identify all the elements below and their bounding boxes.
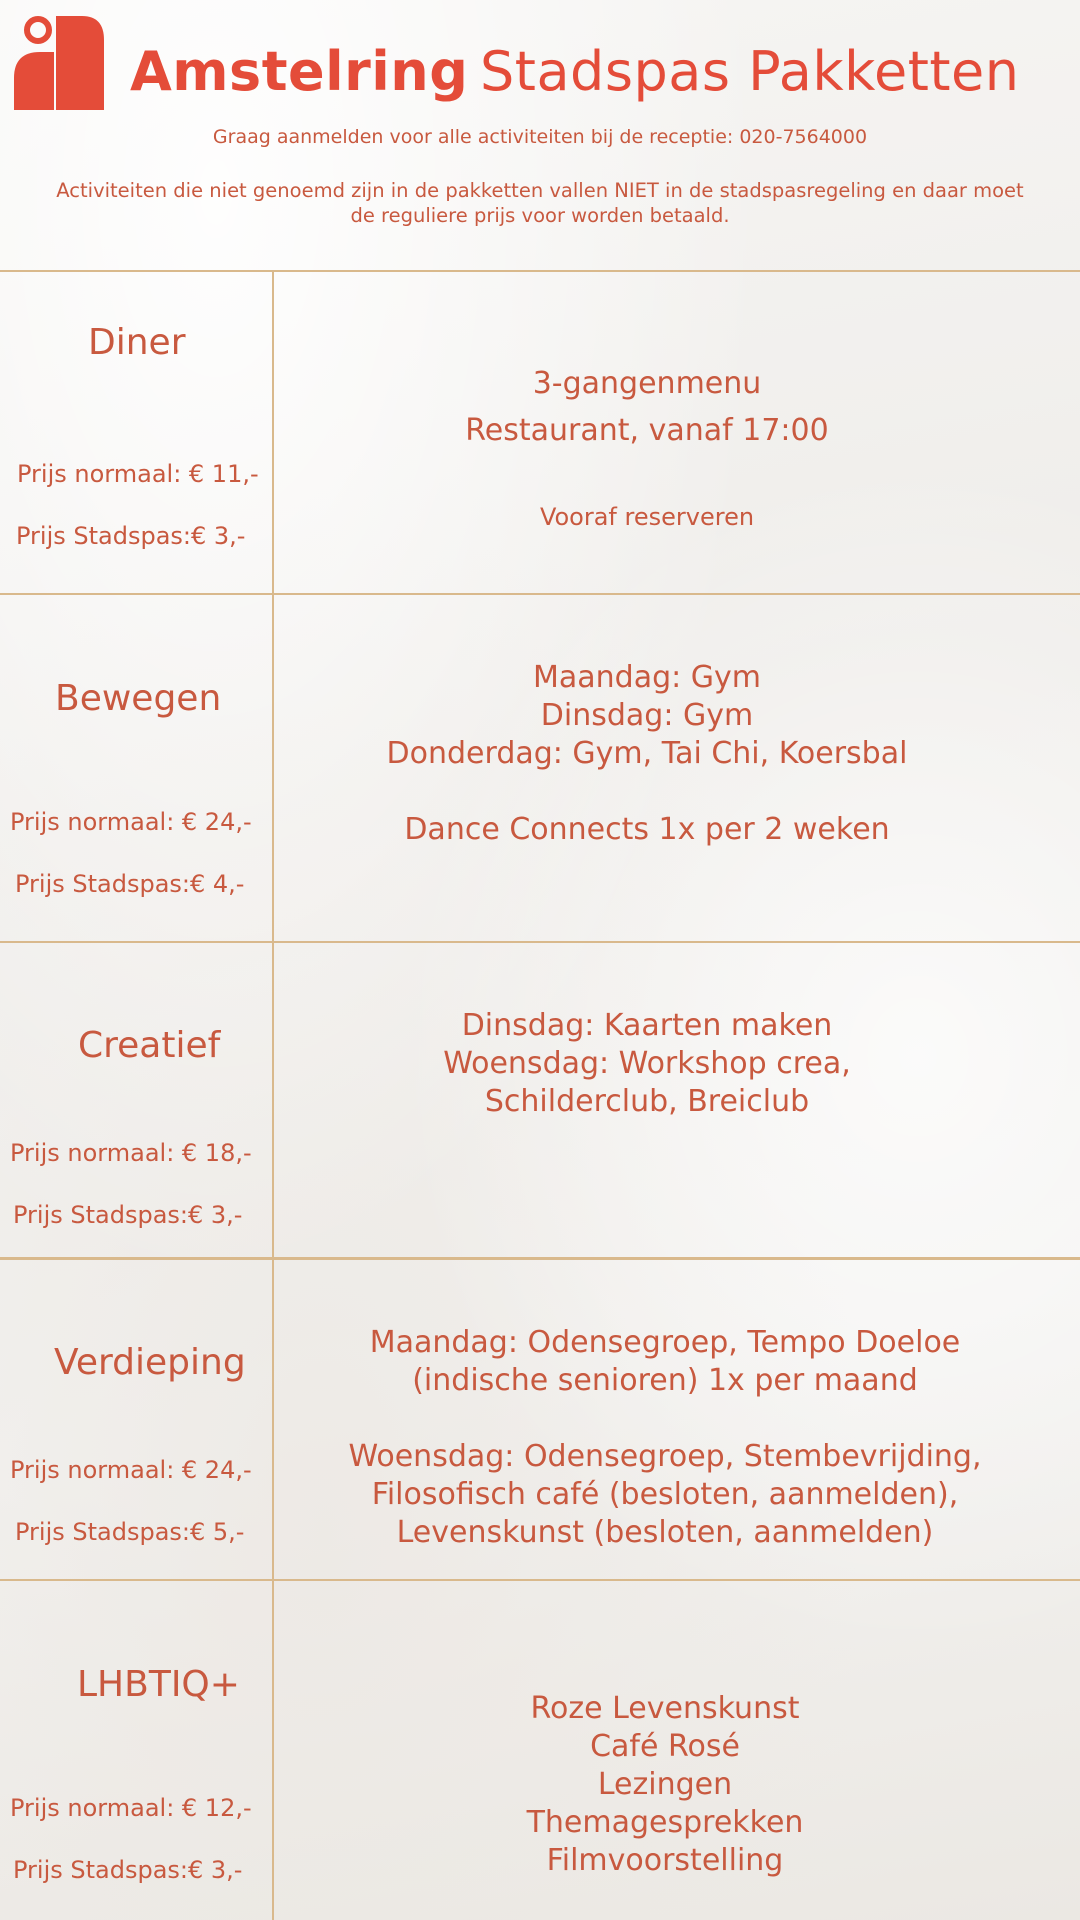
package-description [292,1324,1038,1552]
package-title: Diner [88,322,186,363]
notice-line: de reguliere prijs voor worden betaald. [350,204,730,227]
package-title: Verdieping [54,1342,246,1383]
row-divider [0,1257,1080,1260]
description-line: Maandag: Odensegroep, Tempo Doeloe [369,1325,961,1360]
price-normal: Prijs normaal: € 18,- [10,1139,252,1167]
package-description [274,1007,1020,1121]
description-line: Themagesprekken [526,1805,804,1840]
description-line: Dinsdag: Gym [540,698,754,733]
package-description [274,365,1020,536]
price-normal: Prijs normaal: € 24,- [10,1456,252,1484]
description-line [292,1400,1038,1438]
header [0,0,1080,270]
description-line: Dance Connects 1x per 2 weken [404,812,890,847]
description-line: Filmvoorstelling [546,1843,784,1878]
phone-number: 020-7564000 [739,126,868,148]
page-title: Stadspas Pakketten [480,40,1020,103]
notice-text [50,178,1030,228]
package-description [274,659,1020,849]
row-divider [0,1579,1080,1581]
price-normal: Prijs normaal: € 12,- [10,1794,252,1822]
price-stadspas: Prijs Stadspas:€ 3,- [16,522,246,550]
description-line: Woensdag: Workshop crea, [443,1046,851,1081]
description-line: Lezingen [597,1767,733,1802]
description-line: Roze Levenskunst [530,1691,800,1726]
price-stadspas: Prijs Stadspas:€ 4,- [15,870,245,898]
amstelring-logo-icon [12,16,106,110]
price-normal: Prijs normaal: € 24,- [10,808,252,836]
description-line: Filosofisch café (besloten, aanmelden), [371,1477,959,1512]
reservation-note: Vooraf reserveren [539,503,755,531]
description-line: Restaurant, vanaf 17:00 [465,413,829,448]
brand-name: Amstelring [130,40,469,103]
description-line [274,773,1020,811]
row-divider [0,593,1080,595]
description-line: Woensdag: Odensegroep, Stembevrijding, [348,1439,982,1474]
package-description [292,1690,1038,1880]
row-divider [0,270,1080,272]
signup-info [0,126,1080,148]
package-title: LHBTIQ+ [77,1664,240,1705]
price-stadspas: Prijs Stadspas:€ 5,- [15,1518,245,1546]
description-line: (indische senioren) 1x per maand [412,1363,918,1398]
price-normal: Prijs normaal: € 11,- [17,460,259,488]
description-line: Donderdag: Gym, Tai Chi, Koersbal [386,736,908,771]
price-stadspas: Prijs Stadspas:€ 3,- [13,1856,243,1884]
description-line: Dinsdag: Kaarten maken [461,1008,833,1043]
notice-line: Activiteiten die niet genoemd zijn in de pakketten vallen NIET in de stadspasregeling en daar moet [56,179,1024,202]
row-divider [0,941,1080,943]
description-line: Schilderclub, Breiclub [484,1084,810,1119]
description-line: Café Rosé [590,1729,740,1764]
price-stadspas: Prijs Stadspas:€ 3,- [13,1201,243,1229]
description-line: Levenskunst (besloten, aanmelden) [396,1515,934,1550]
signup-text: Graag aanmelden voor alle activiteiten bij de receptie: [212,126,740,148]
package-title: Creatief [78,1025,221,1066]
description-line: Maandag: Gym [532,660,761,695]
package-title: Bewegen [55,678,222,719]
description-line: 3-gangenmenu [532,366,762,401]
